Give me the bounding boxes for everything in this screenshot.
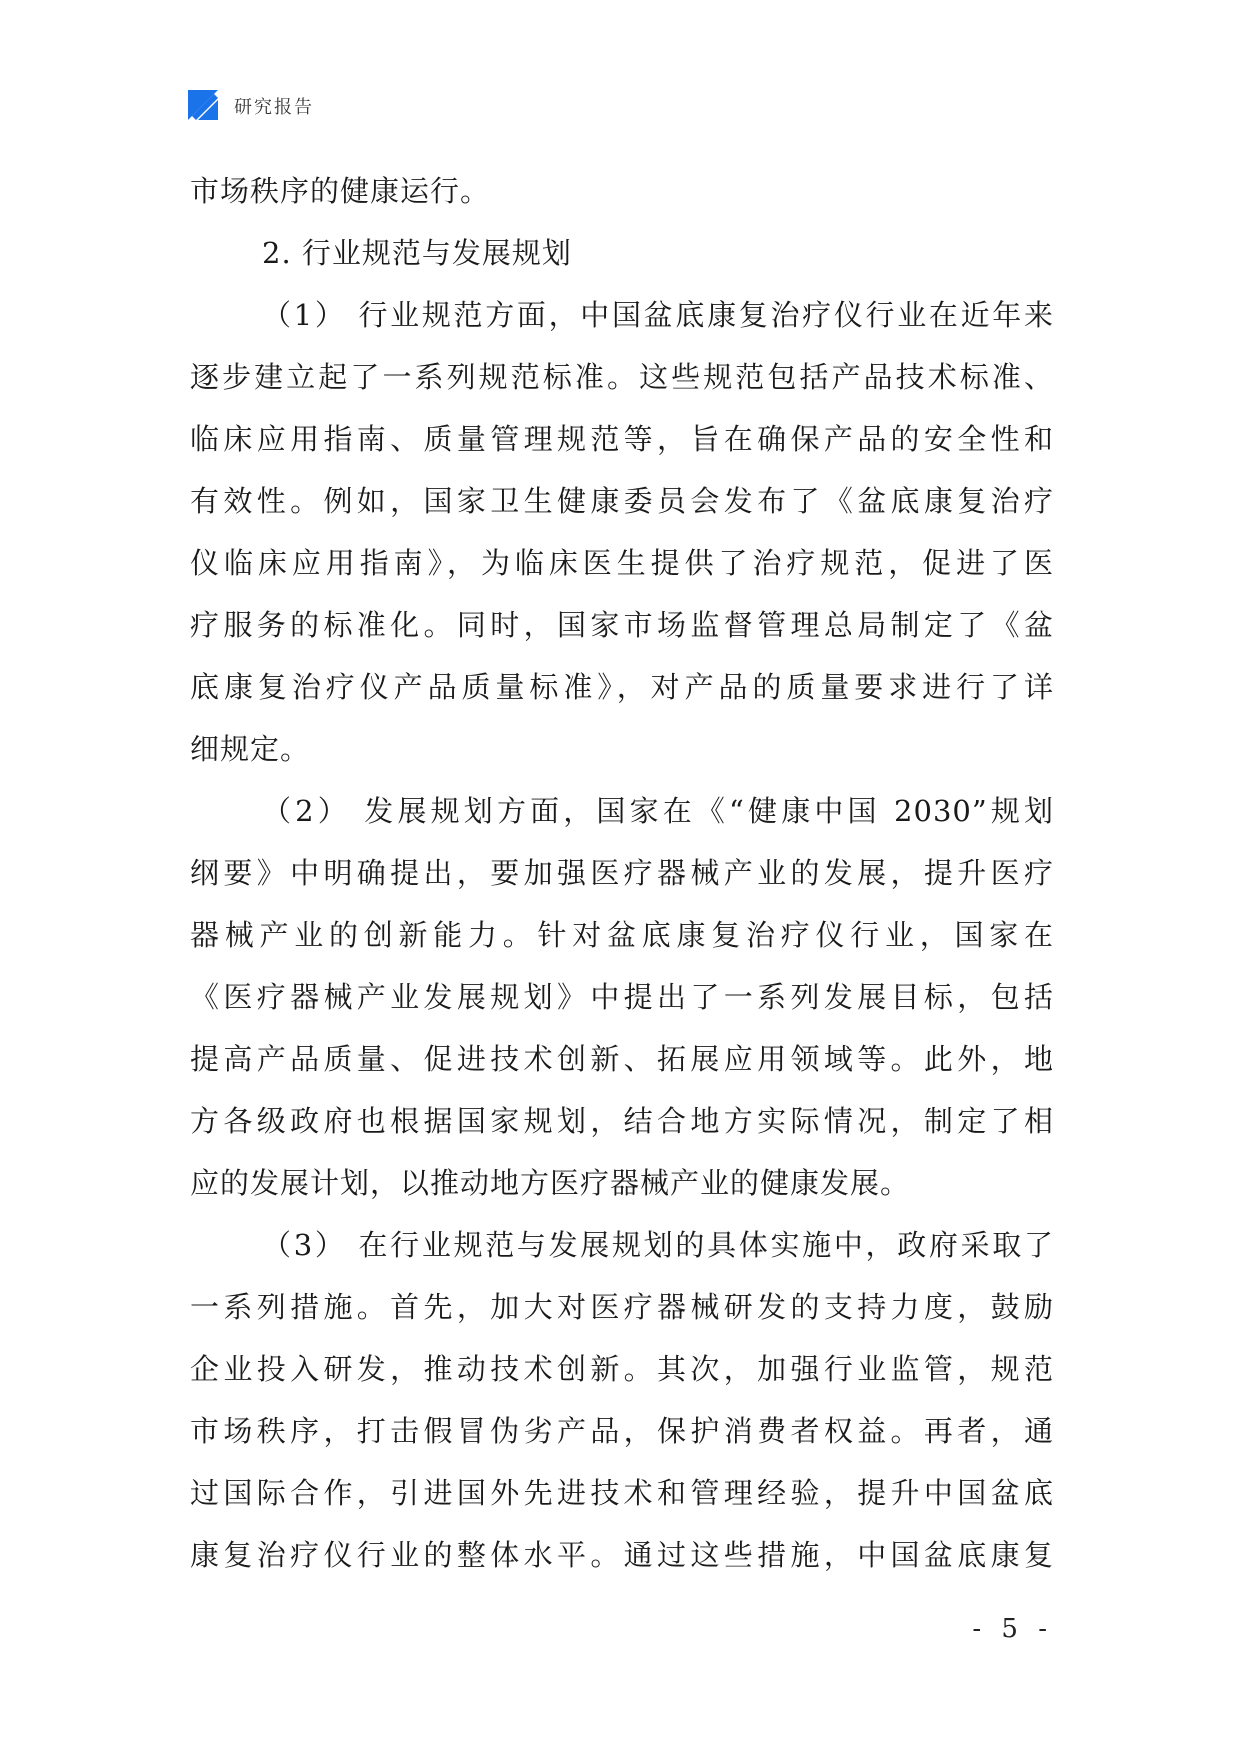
header-title: 研究报告 bbox=[234, 97, 314, 118]
paragraph-line: 疗服务的标准化。同时，国家市场监督管理总局制定了《盆 bbox=[190, 608, 1054, 642]
paragraph-line: 过国际合作，引进国外先进技术和管理经验，提升中国盆底 bbox=[190, 1476, 1054, 1510]
section-heading: 2. 行业规范与发展规划 bbox=[262, 236, 572, 270]
page-header bbox=[188, 90, 314, 122]
paragraph-line: 有效性。例如，国家卫生健康委员会发布了《盆底康复治疗 bbox=[190, 484, 1054, 518]
paragraph-line: 仪临床应用指南》，为临床医生提供了治疗规范，促进了医 bbox=[190, 546, 1054, 580]
paragraph-line: 应的发展计划，以推动地方医疗器械产业的健康发展。 bbox=[190, 1166, 911, 1200]
paragraph-line: 康复治疗仪行业的整体水平。通过这些措施，中国盆底康复 bbox=[190, 1538, 1054, 1572]
paragraph-line: 提高产品质量、促进技术创新、拓展应用领域等。此外，地 bbox=[190, 1042, 1054, 1076]
page-number: - 5 - bbox=[972, 1614, 1053, 1644]
paragraph-line: 纲要》中明确提出，要加强医疗器械产业的发展，提升医疗 bbox=[190, 856, 1054, 890]
logo-icon bbox=[188, 90, 222, 122]
paragraph-line: 企业投入研发，推动技术创新。其次，加强行业监管，规范 bbox=[190, 1352, 1054, 1386]
paragraph-line: 方各级政府也根据国家规划，结合地方实际情况，制定了相 bbox=[190, 1104, 1054, 1138]
paragraph-line: 市场秩序的健康运行。 bbox=[190, 174, 491, 208]
paragraph-line: 逐步建立起了一系列规范标准。这些规范包括产品技术标准、 bbox=[190, 360, 1054, 394]
paragraph-line: 一系列措施。首先，加大对医疗器械研发的支持力度，鼓励 bbox=[190, 1290, 1054, 1324]
paragraph-line: 市场秩序，打击假冒伪劣产品，保护消费者权益。再者，通 bbox=[190, 1414, 1054, 1448]
paragraph-line: 细规定。 bbox=[190, 732, 311, 766]
paragraph-line: 器械产业的创新能力。针对盆底康复治疗仪行业，国家在 bbox=[190, 918, 1054, 952]
document-body bbox=[190, 160, 1054, 1586]
paragraph-line: （3） 在行业规范与发展规划的具体实施中，政府采取了 bbox=[262, 1228, 1054, 1262]
paragraph-line: 《医疗器械产业发展规划》中提出了一系列发展目标，包括 bbox=[190, 980, 1054, 1014]
paragraph-line: 底康复治疗仪产品质量标准》，对产品的质量要求进行了详 bbox=[190, 670, 1054, 704]
paragraph-line: （1） 行业规范方面，中国盆底康复治疗仪行业在近年来 bbox=[262, 298, 1054, 332]
paragraph-line: 临床应用指南、质量管理规范等，旨在确保产品的安全性和 bbox=[190, 422, 1054, 456]
paragraph-line: （2） 发展规划方面，国家在《“健康中国 2030”规划 bbox=[262, 794, 1054, 828]
